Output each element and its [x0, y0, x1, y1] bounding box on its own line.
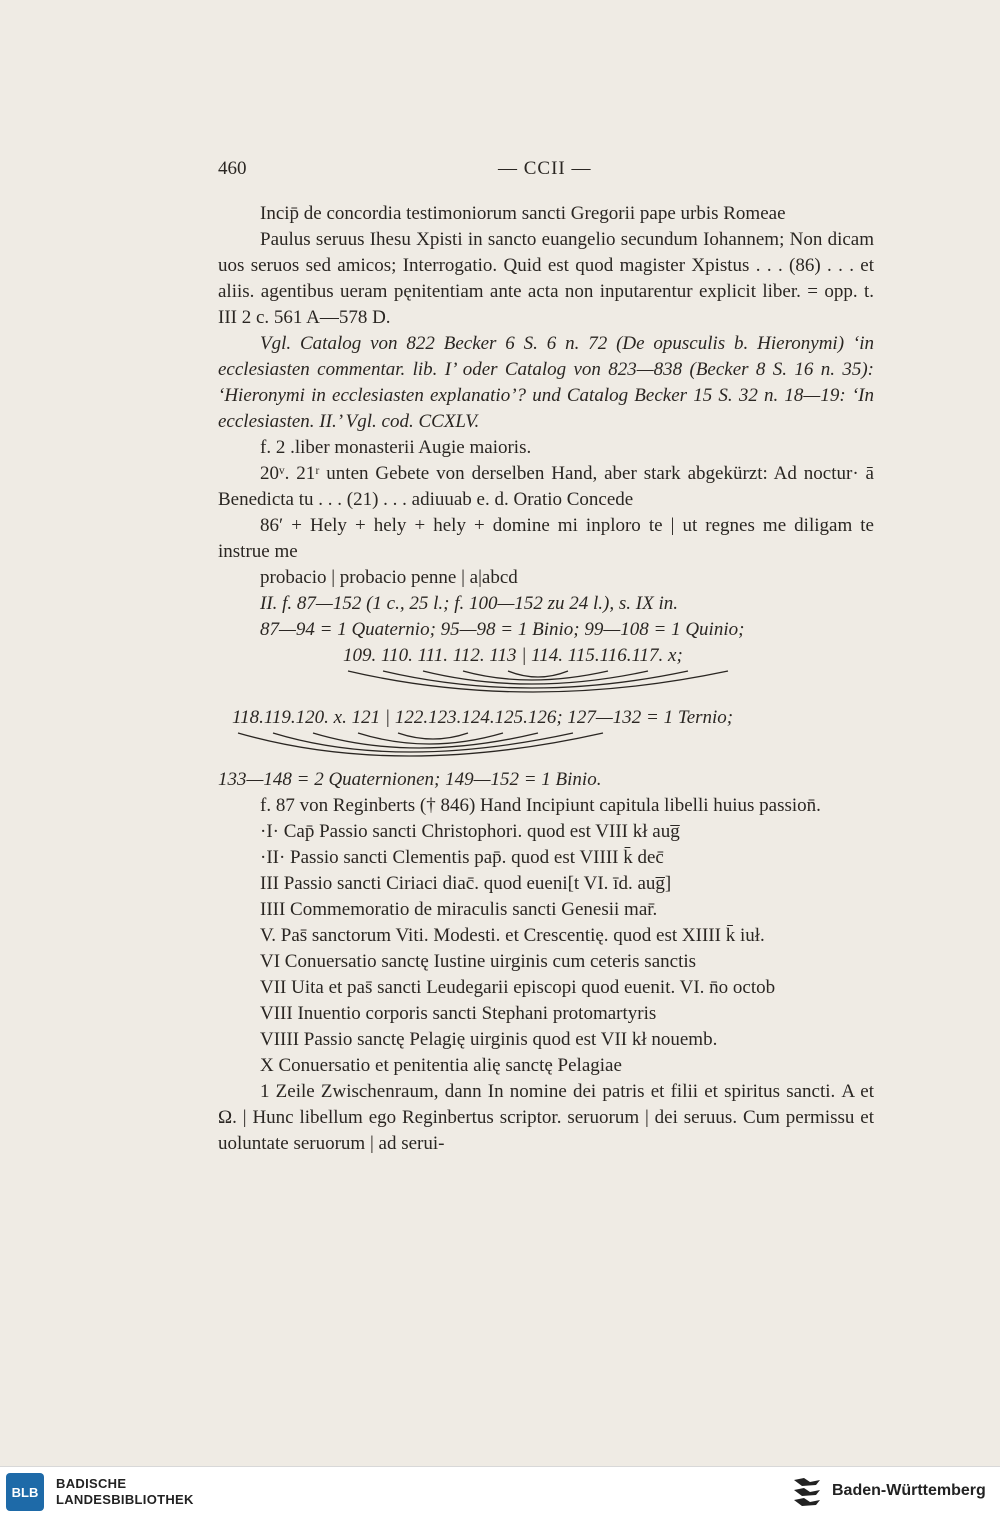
list-item: V. Pas̄ sanctorum Viti. Modesti. et Crescentię. quod est XIIII k̄ iuł. [260, 925, 765, 946]
blb-logo-icon[interactable]: BLB [6, 1473, 44, 1511]
paragraph-incipit: Incip̄ de concordia testimoniorum sancti Gregorii pape urbis Romeae [260, 203, 786, 224]
list-item: VIII Inuentio corporis sancti Stephani protomartyris [260, 1003, 657, 1024]
paragraph-text: Paulus seruus Ihesu Xpisti in sancto euangelio secundum Iohannem; Non dicam uos seruos sed amicos; Interrogatio. Quid est quod magister Xpistus . . . (86) . . . et aliis. agentibus ueram pęnitentiam ante acta non inputarentur explicit liber. = opp. t. III 2 c. 561 A—578 D. [218, 229, 874, 328]
list-item: ·II· Passio sancti Clementis pap̄. quod est VIIII k̄ dec̄ [260, 847, 664, 868]
list-item: III Passio sancti Ciriaci diac̄. quod eueni[t VI. īd. aug̅] [260, 873, 672, 894]
page-number: 460 [218, 158, 247, 179]
quire-line-2: 109. 110. 111. 112. 113 | 114. 115.116.117. x; [343, 645, 683, 666]
blb-name-line1: BADISCHE [56, 1476, 127, 1491]
paragraph-catalog-note: Vgl. Catalog von 822 Becker 6 S. 6 n. 72 (De opusculis b. Hieronymi) ‘in ecclesiasten commentar. lib. I’ oder Catalog von 823—838 (Becker 8 S. 16 n. 35): ‘Hieronymi in ecclesiasten explanatio’? und Catalog Becker 15 S. 32 n. 18—19: ‘In ecclesiasten. II.’ Vgl. cod. CCXLV. [218, 333, 874, 432]
list-item: VII Uita et pas̄ sancti Leudegarii episcopi quod euenit. VI. n̄o octob [260, 977, 776, 998]
footer-bar [0, 1466, 1000, 1518]
page-header [218, 158, 874, 188]
quire-line-1: 87—94 = 1 Quaternio; 95—98 = 1 Binio; 99—108 = 1 Quinio; [260, 619, 745, 640]
paragraph-folio-2: f. 2 .liber monasterii Augie maioris. [260, 437, 532, 458]
running-head: — CCII — [498, 158, 592, 179]
list-item: VIIII Passio sanctę Pelagię uirginis quod est VII kł nouemb. [260, 1029, 718, 1050]
list-item: ·I· Cap̄ Passio sancti Christophori. quod est VIII kł aug̅ [260, 821, 680, 842]
quire-arcs-1 [218, 669, 874, 705]
quire-line-4: 133—148 = 2 Quaternionen; 149—152 = 1 Binio. [218, 769, 602, 790]
blb-name-line2: LANDESBIBLIOTHEK [56, 1492, 194, 1507]
paragraph-probatio: probacio | probacio penne | a|abcd [260, 567, 518, 588]
paragraph-part-two: II. f. 87—152 (1 c., 25 l.; f. 100—152 zu 24 l.), s. IX in. [260, 593, 678, 614]
quire-line-3: 118.119.120. x. 121 | 122.123.124.125.126; 127—132 = 1 Ternio; [232, 707, 734, 728]
blb-name[interactable] [56, 1476, 194, 1508]
paragraph-reginbert: f. 87 von Reginberts († 846) Hand Incipiunt capitula libelli huius passion̄. [260, 795, 821, 816]
paragraph-folio-86: 86′ + Hely + hely + hely + domine mi inploro te | ut regnes me diligam te instrue me [218, 515, 874, 562]
bw-coat-of-arms-icon[interactable] [790, 1474, 826, 1510]
capitula-list [218, 819, 874, 1079]
bw-name[interactable]: Baden-Württemberg [832, 1482, 986, 1499]
paragraph-prayers: 20ᵛ. 21ʳ unten Gebete von derselben Hand, aber stark abgekürzt: Ad noctur· ā Benedicta tu . . . (21) . . . adiuuab e. d. Oratio Concede [218, 463, 874, 510]
list-item: VI Conuersatio sanctę Iustine uirginis cum ceteris sanctis [260, 951, 697, 972]
main-text [218, 201, 874, 1157]
quire-arcs-2 [218, 731, 874, 767]
paragraph-colophon: 1 Zeile Zwischenraum, dann In nomine dei patris et filii et spiritus sancti. Α et Ω. | Hunc libellum ego Reginbertus scriptor. seruorum | dei seruus. Cum permissu et uoluntate seruorum | ad serui- [218, 1081, 874, 1154]
list-item: X Conuersatio et penitentia alię sanctę Pelagiae [260, 1055, 622, 1076]
list-item: IIII Commemoratio de miraculis sancti Genesii mar̄. [260, 899, 658, 920]
